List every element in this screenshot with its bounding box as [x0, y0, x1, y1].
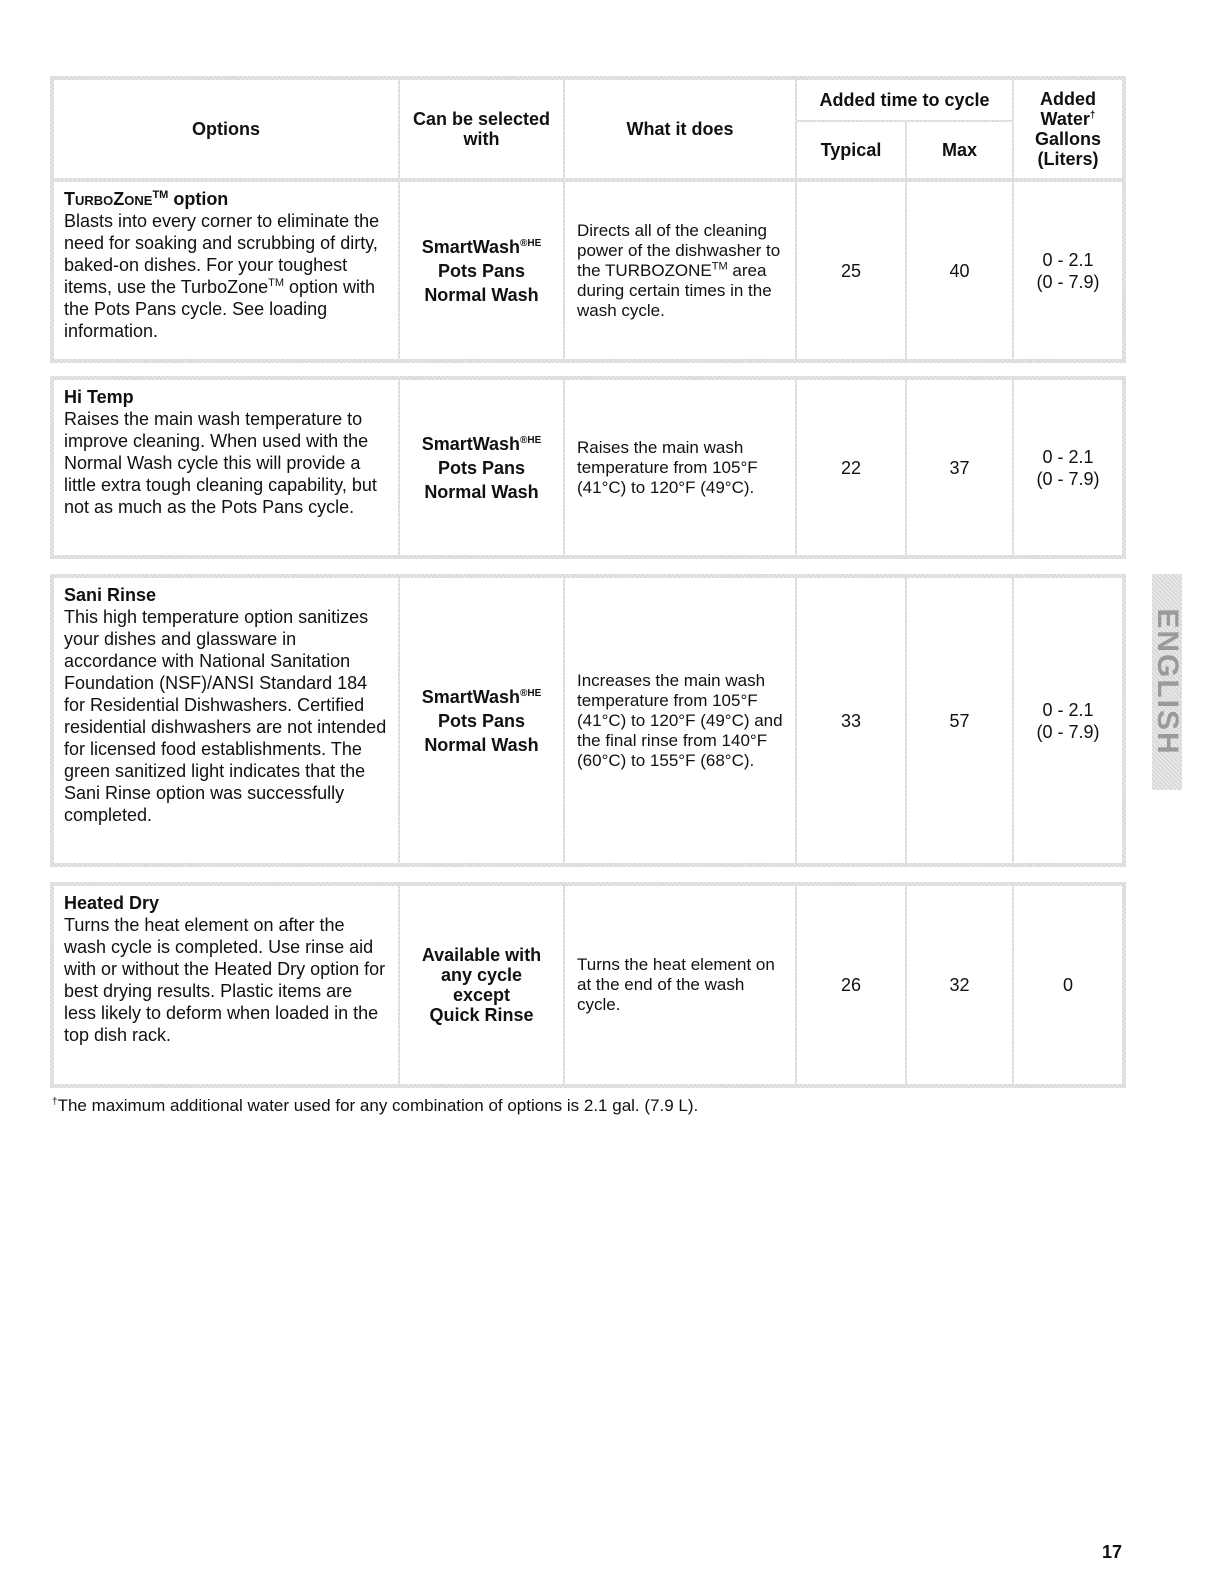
select-item: Pots Pans [437, 260, 526, 281]
water-cell [1014, 886, 1122, 1084]
what-text [577, 221, 783, 321]
selected-with-cell [400, 182, 563, 359]
header-typical [797, 122, 905, 178]
header-water-line3: Gallons [1034, 129, 1101, 149]
select-item: Normal Wash [424, 284, 539, 305]
selected-with-cell [400, 886, 563, 1084]
typical-value: 26 [840, 975, 862, 995]
footnote [52, 1096, 698, 1116]
water-liters: (0 - 7.9) [1036, 271, 1100, 292]
select-item [422, 235, 542, 259]
water-cell [1014, 578, 1122, 863]
header-water-line4: (Liters) [1037, 149, 1099, 169]
header-selected-label: Can be selected with [412, 109, 551, 149]
what-text: Increases the main wash temperature from 105°F (41°C) to 120°F (49°C) and the final rinse from 140°F (60°C) to 155°F (68°C). [577, 670, 783, 770]
selected-with-cell [400, 380, 563, 555]
water-value: 0 [1062, 975, 1073, 995]
trademark-mark: TM [268, 277, 284, 289]
select-item: Pots Pans [437, 710, 526, 731]
header-typical-label: Typical [820, 140, 882, 160]
table-row [50, 376, 1126, 559]
option-title-text: TurboZone [64, 189, 153, 209]
header-options-label: Options [192, 119, 260, 139]
dagger-mark: † [1089, 110, 1096, 121]
select-item-text: SmartWash [421, 686, 521, 707]
header-water-line2 [1041, 109, 1096, 129]
select-item [422, 432, 542, 456]
table-row [50, 574, 1126, 867]
max-value: 40 [949, 260, 970, 281]
side-tab-label: ENGLISH [1151, 608, 1184, 756]
option-description: Turns the heat element on after the wash cycle is completed. Use rinse aid with or without the Heated Dry option for best drying results. Plastic items are less likely to deform when loaded in the top dish rack. [64, 915, 386, 1045]
header-max-label: Max [941, 140, 977, 160]
select-item: Quick Rinse [429, 1005, 534, 1025]
select-item: except [452, 985, 511, 1005]
header-options [54, 80, 398, 178]
water-gallons: 0 - 2.1 [1042, 249, 1094, 270]
option-title: Sani Rinse [64, 585, 157, 605]
option-desc-part: option with the Pots Pans cycle. See loading information. [64, 277, 376, 341]
typical-value: 25 [840, 260, 862, 281]
what-text: Raises the main wash temperature from 105°F (41°C) to 120°F (49°C). [577, 437, 758, 497]
option-cell [54, 886, 398, 1084]
typical-cell [797, 886, 905, 1084]
max-cell [907, 182, 1012, 359]
option-cell [54, 182, 398, 359]
water-gallons: 0 - 2.1 [1042, 446, 1094, 467]
select-item: Normal Wash [424, 481, 539, 502]
registered-mark: ®HE [520, 237, 542, 249]
what-text: Turns the heat element on at the end of the wash cycle. [577, 955, 775, 1014]
registered-mark: ®HE [520, 687, 542, 699]
option-description: This high temperature option sanitizes your dishes and glassware in accordance with National Sanitation Foundation (NSF)/ANSI Standard 184 for Residential Dishwashers. Certified residential dishwashers are not intended for licensed food establishments. The green sanitized light indicates that the Sani Rinse option was successfully completed. [64, 607, 387, 825]
select-item: any cycle [440, 965, 523, 985]
trademark-mark: TM [152, 189, 169, 201]
typical-value: 22 [840, 457, 862, 478]
registered-mark: ®HE [520, 434, 542, 446]
water-cell [1014, 380, 1122, 555]
what-it-does-cell [565, 578, 795, 863]
select-item-text: SmartWash [421, 433, 521, 454]
max-value: 57 [949, 710, 970, 731]
header-can-be-selected-with [400, 80, 563, 178]
page-number: 17 [1102, 1542, 1123, 1562]
trademark-mark: TM [711, 259, 728, 272]
header-max [907, 122, 1012, 178]
max-value: 32 [949, 975, 970, 995]
what-it-does-cell [565, 380, 795, 555]
water-cell [1014, 182, 1122, 359]
option-cell [54, 578, 398, 863]
table-row [50, 180, 1126, 363]
water-liters: (0 - 7.9) [1036, 721, 1100, 742]
typical-cell [797, 182, 905, 359]
header-what-label: What it does [626, 119, 734, 139]
typical-cell [797, 578, 905, 863]
select-item: Normal Wash [424, 734, 539, 755]
what-it-does-cell [565, 182, 795, 359]
selected-with-cell [400, 578, 563, 863]
what-it-does-cell [565, 886, 795, 1084]
typical-cell [797, 380, 905, 555]
table-header [50, 76, 1126, 182]
header-added-time-label: Added time to cycle [819, 90, 990, 110]
language-side-tab [1152, 574, 1182, 790]
water-gallons: 0 - 2.1 [1042, 699, 1094, 720]
option-title-suffix: option [168, 189, 229, 209]
max-cell [907, 380, 1012, 555]
header-water-word: Water [1040, 109, 1090, 129]
max-value: 37 [949, 457, 970, 478]
select-item [422, 685, 542, 709]
max-cell [907, 886, 1012, 1084]
what-text-part: Directs all of the cleaning power of the dishwasher to the TURBOZONE [577, 220, 781, 280]
option-desc-part: Blasts into every corner to eliminate the need for soaking and scrubbing of dirty, baked-on dishes. For your toughest items, use the TurboZone [64, 211, 380, 297]
option-cell [54, 380, 398, 555]
select-item: Pots Pans [437, 457, 526, 478]
water-liters: (0 - 7.9) [1036, 468, 1100, 489]
select-item-text: SmartWash [421, 236, 521, 257]
header-water-line1: Added [1040, 89, 1096, 109]
option-title [64, 188, 388, 210]
footnote-text: The maximum additional water used for any combination of options is 2.1 gal. (7.9 L). [57, 1096, 699, 1115]
select-item: Available with [421, 945, 542, 965]
header-what-it-does [565, 80, 795, 178]
typical-value: 33 [840, 710, 862, 731]
what-text-part: area during certain times in the wash cycle. [577, 260, 772, 320]
max-cell [907, 578, 1012, 863]
dagger-mark: † [52, 1096, 58, 1108]
option-title: Hi Temp [64, 387, 134, 407]
option-title: Heated Dry [64, 893, 160, 913]
option-description [64, 211, 379, 341]
header-added-water [1014, 80, 1122, 178]
table-row [50, 882, 1126, 1088]
option-description: Raises the main wash temperature to improve cleaning. When used with the Normal Wash cycle this will provide a little extra tough cleaning capability, but not as much as the Pots Pans cycle. [64, 409, 377, 517]
header-added-time [797, 80, 1012, 120]
